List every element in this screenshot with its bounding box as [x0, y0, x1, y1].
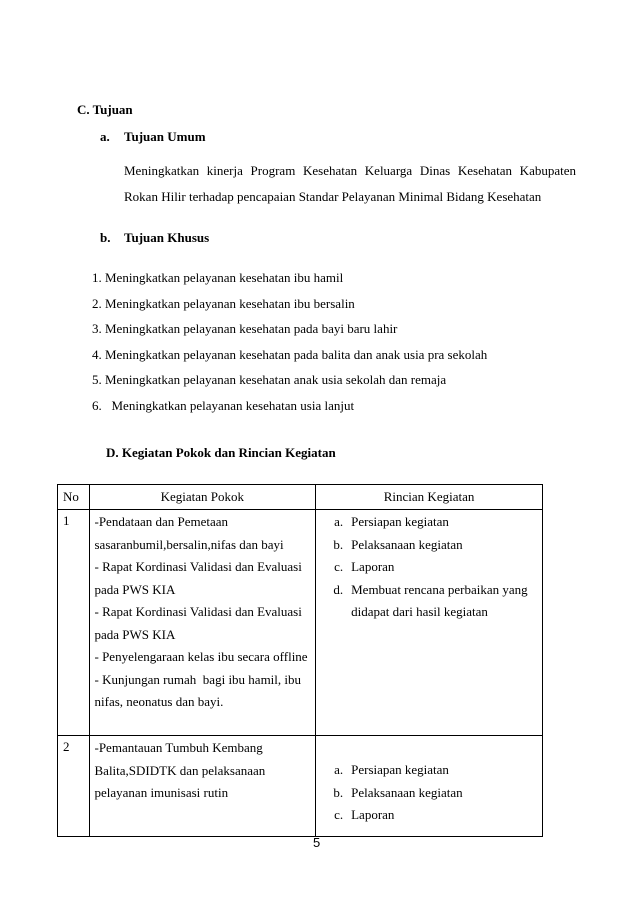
header-no: No: [58, 485, 90, 510]
kegiatan-table: [57, 484, 543, 837]
kegiatan-pokok-cell: [90, 510, 316, 714]
kegiatan-line: -Pemantauan Tumbuh Kembang: [94, 740, 263, 755]
list-item: 5. Meningkatkan pelayanan kesehatan anak usia sekolah dan remaja: [92, 372, 447, 387]
row-no: 2: [58, 736, 90, 837]
kegiatan-line: - Rapat Kordinasi Validasi dan Evaluasi: [94, 559, 302, 574]
rincian-list: [316, 510, 542, 624]
rincian-item: [316, 759, 542, 782]
kegiatan-line: -Pendataan dan Pemetaan: [94, 514, 229, 529]
kegiatan-line: nifas, neonatus dan bayi.: [94, 694, 224, 709]
rincian-text: Pelaksanaan kegiatan: [351, 784, 463, 800]
rincian-text: Pelaksanaan kegiatan: [351, 536, 463, 552]
header-rincian-kegiatan: Rincian Kegiatan: [316, 485, 543, 510]
list-item: 6. Meningkatkan pelayanan kesehatan usia lanjut: [92, 397, 355, 413]
header-kegiatan-pokok: Kegiatan Pokok: [89, 485, 316, 510]
section-c-b-title: Tujuan Khusus: [124, 230, 210, 245]
rincian-letter: a.: [334, 514, 344, 529]
kegiatan-line: - Penyelengaraan kelas ibu secara offline: [94, 649, 308, 664]
rincian-letter: c.: [334, 807, 344, 822]
tujuan-umum-line-1: Meningkatkan kinerja Program Kesehatan Keluarga Dinas Kesehatan Kabupaten: [124, 163, 576, 178]
section-d-title: D. Kegiatan Pokok dan Rincian Kegiatan: [106, 445, 336, 460]
rincian-item: [316, 782, 542, 805]
rincian-item: [316, 511, 542, 534]
section-c-a-title: Tujuan Umum: [124, 129, 206, 144]
kegiatan-line: sasaranbumil,bersalin,nifas dan bayi: [94, 536, 284, 552]
page-number: 5: [313, 835, 321, 850]
rincian-letter: b.: [333, 784, 344, 800]
list-item: 3. Meningkatkan pelayanan kesehatan pada bayi baru lahir: [92, 321, 398, 336]
rincian-text: Laporan: [351, 807, 395, 822]
rincian-text: Persiapan kegiatan: [351, 514, 449, 529]
tujuan-umum-line-2: Rokan Hilir terhadap pencapaian Standar Pelayanan Minimal Bidang Kesehatan: [124, 189, 542, 204]
rincian-item: [316, 579, 542, 624]
list-item: 2. Meningkatkan pelayanan kesehatan ibu bersalin: [92, 295, 355, 311]
kegiatan-line: pelayanan imunisasi rutin: [94, 785, 229, 800]
kegiatan-line: - Rapat Kordinasi Validasi dan Evaluasi: [94, 604, 302, 619]
section-c-b-label: b.: [100, 230, 111, 245]
rincian-letter: d.: [333, 581, 344, 597]
section-c-title: C. Tujuan: [77, 102, 133, 117]
rincian-list: [316, 736, 542, 827]
section-c-a-label: a.: [100, 129, 110, 144]
rincian-item: [316, 556, 542, 579]
table-row: [58, 510, 543, 736]
rincian-text: Laporan: [351, 559, 395, 574]
rincian-letter: a.: [334, 762, 344, 777]
table-row: [58, 736, 543, 837]
rincian-letter: b.: [333, 536, 344, 552]
rincian-letter: c.: [334, 559, 344, 574]
row-no: 1: [58, 510, 90, 736]
list-item: 4. Meningkatkan pelayanan kesehatan pada balita dan anak usia pra sekolah: [92, 346, 488, 362]
rincian-text: Membuat rencana perbaikan yang didapat dari hasil kegiatan: [351, 581, 528, 619]
kegiatan-line: pada PWS KIA: [94, 581, 176, 597]
kegiatan-line: - Kunjungan rumah bagi ibu hamil, ibu: [94, 671, 302, 687]
rincian-item: [316, 804, 542, 827]
rincian-text: Persiapan kegiatan: [351, 762, 449, 777]
rincian-item: [316, 534, 542, 557]
list-item: 1. Meningkatkan pelayanan kesehatan ibu hamil: [92, 270, 344, 285]
kegiatan-line: Balita,SDIDTK dan pelaksanaan: [94, 762, 266, 778]
table-header-row: [58, 485, 543, 510]
kegiatan-pokok-cell: [90, 736, 316, 805]
kegiatan-line: pada PWS KIA: [94, 626, 176, 642]
